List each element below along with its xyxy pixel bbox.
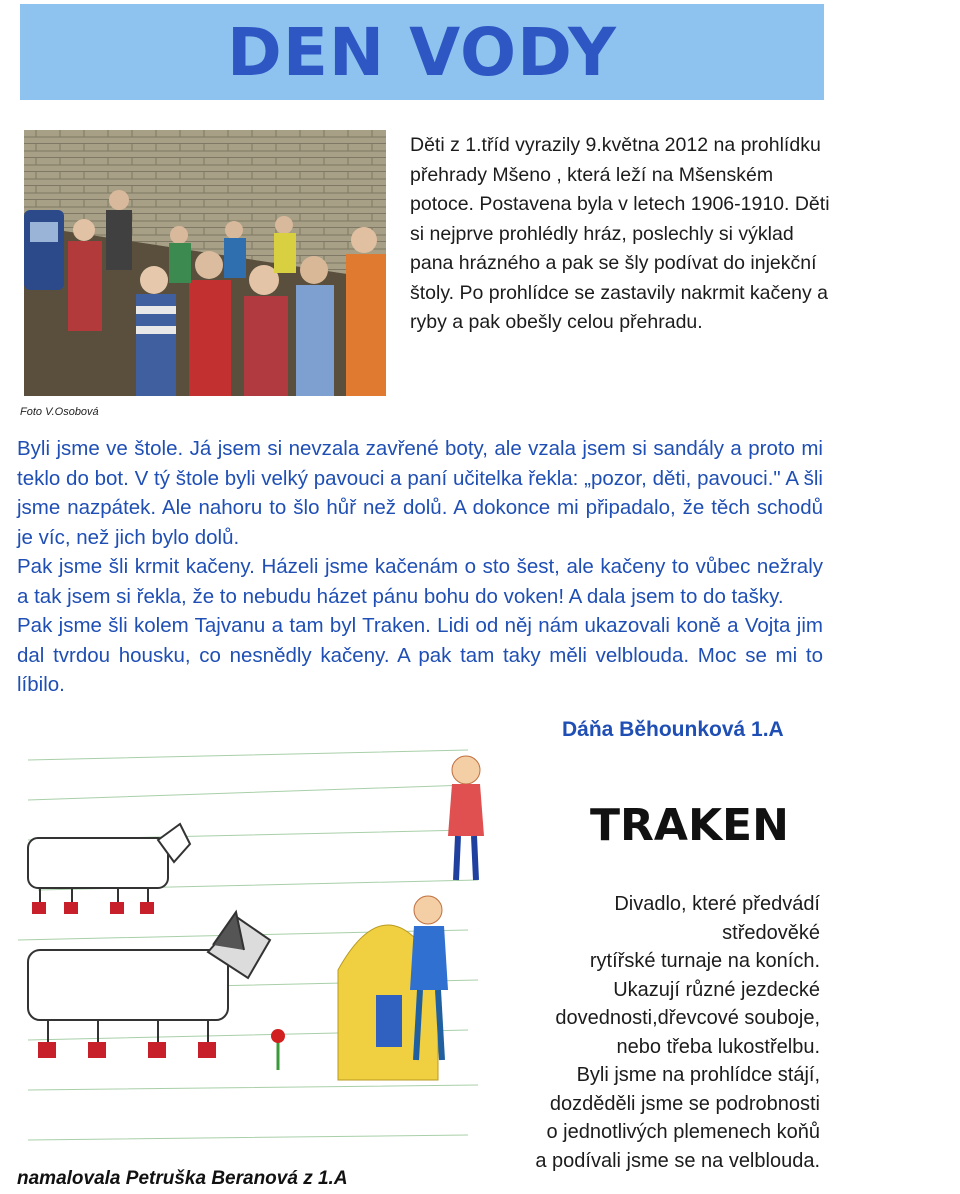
story-paragraph: Byli jsme ve štole. Já jsem si nevzala zavřené boty, ale vzala jsem si sandály a proto mi teklo do bot. V tý štole byli velký pavouci a paní učitelka řekla: „pozor, děti, pavouci." A šli jsme nazpátek. Ale nahoru to šlo hůř než dolů. A dokonce mi připadalo, že těch schodů je víc, než jich bylo dolů.: [17, 437, 823, 549]
page-title: DEN VODY: [227, 13, 617, 91]
traken-text: [480, 890, 820, 1175]
girl-figure: [448, 756, 484, 880]
photo-credit: Foto V.Osobová: [20, 406, 99, 418]
story-paragraph: Pak jsme šli kolem Tajvanu a tam byl Traken. Lidi od něj nám ukazovali koně a Vojta jim dal tvrdou housku, co nesnědly kačeny. A pak tam taky měli velblouda. Moc se mi to líbilo.: [17, 614, 823, 696]
traken-title: TRAKEN: [590, 800, 789, 851]
story-paragraph: Pak jsme šli krmit kačeny. Házeli jsme kačenám o sto šest, ale kačeny to vůbec nežraly a tak jsem si řekla, že to nebudu házet pánu bohu do voken! A dala jsem to do tašky.: [17, 555, 823, 608]
intro-paragraph: Děti z 1.tříd vyrazily 9.května 2012 na prohlídku přehrady Mšeno , která leží na Mšenském potoce. Postavena byla v letech 1906-1910. Děti si nejprve prohlédly hráz, poslechly si výklad pana hrázného a pak se šly podívat do injekční štoly. Po prohlídce se zastavily nakrmit kačeny a ryby a pak obešly celou přehradu.: [410, 134, 830, 333]
traken-line: o jednotlivých plemenech koňů: [546, 1121, 820, 1143]
intro-text: [410, 131, 830, 338]
traken-line: a podívali jsme se na velblouda.: [535, 1149, 820, 1172]
traken-line: Byli jsme na prohlídce stájí,: [576, 1064, 820, 1086]
traken-line: Ukazují různé jezdecké: [613, 978, 820, 1001]
traken-line: Divadlo, které předvádí: [614, 893, 820, 915]
child-drawing: [8, 740, 488, 1172]
traken-line: středověké: [722, 921, 820, 944]
flower: [271, 1029, 285, 1070]
title-banner: [20, 4, 824, 100]
dam-group-photo: [24, 130, 386, 396]
story-author: Dáňa Běhounková 1.A: [562, 718, 784, 741]
child-story: [17, 434, 823, 700]
traken-line: dovednosti,dřevcové souboje,: [555, 1007, 820, 1029]
traken-line: rytířské turnaje na koních.: [589, 950, 820, 972]
drawing-credit: namalovala Petruška Beranová z 1.A: [17, 1168, 348, 1189]
traken-line: dozděděli jsme se podrobnosti: [549, 1092, 820, 1115]
traken-line: nebo třeba lukostřelbu.: [616, 1035, 820, 1058]
horse-small: [28, 824, 190, 912]
